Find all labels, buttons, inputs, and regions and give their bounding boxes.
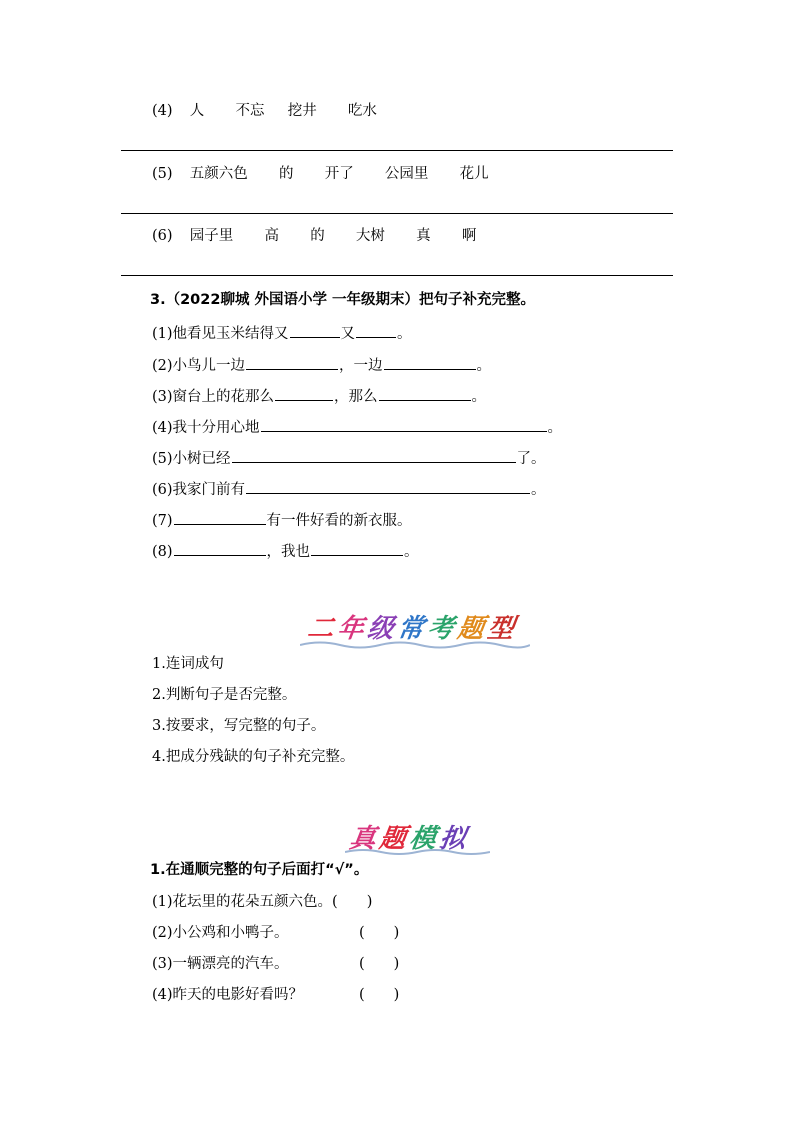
type-item-2: 2.判断句子是否完整。 — [152, 687, 297, 703]
heading-char: 级 — [365, 614, 400, 644]
item-text: 。 — [531, 482, 546, 498]
item-text: 。 — [476, 358, 492, 374]
heading-char: 考 — [425, 614, 460, 644]
item-text: (8) — [152, 544, 173, 560]
answer-line[interactable] — [121, 213, 673, 214]
word: 大树 — [355, 228, 385, 244]
q1-item-3 — [152, 954, 399, 974]
answer-parentheses[interactable]: ( ) — [359, 925, 400, 941]
item-text: 了。 — [516, 451, 546, 467]
item-text: (5)小树已经 — [152, 451, 231, 467]
word: 人 — [189, 103, 205, 119]
item-text: 。 — [471, 389, 487, 405]
item-text: (1)他看见玉米结得又 — [152, 326, 289, 342]
item-text: 有一件好看的新衣服。 — [266, 513, 412, 529]
fill-blank[interactable] — [246, 478, 530, 494]
item-text: (2)小鸟儿一边 — [152, 358, 246, 374]
heading-char: 二 — [305, 614, 340, 644]
heading-char: 常 — [395, 614, 430, 644]
fill-blank[interactable] — [311, 540, 403, 556]
item-text: 又 — [340, 326, 356, 342]
item-text: (1)花坛里的花朵五颜六色。 — [152, 894, 333, 910]
answer-parentheses[interactable]: ( ) — [332, 894, 373, 910]
heading-char: 真 — [347, 824, 382, 854]
type-item-3: 3.按要求，写完整的句子。 — [152, 718, 326, 734]
item-text: (2)小公鸡和小鸭子。 — [152, 925, 289, 941]
item-number: (4) — [152, 103, 173, 119]
item-text: 。 — [397, 326, 412, 342]
word: 啊 — [461, 228, 477, 244]
fill-blank[interactable] — [261, 416, 547, 432]
item-text: (4)昨天的电影好看吗？ — [152, 987, 304, 1003]
word: 园子里 — [189, 228, 234, 244]
q3-item-2 — [152, 354, 491, 376]
item-text: (6)我家门前有 — [152, 482, 246, 498]
type-item-1: 1.连词成句 — [152, 656, 224, 672]
q3-item-1 — [152, 322, 412, 344]
word: 挖井 — [287, 103, 317, 119]
item-text: ，我也 — [266, 544, 311, 560]
item-text: ，一边 — [339, 358, 383, 374]
item-text: 。 — [404, 544, 419, 560]
q3-item-6 — [152, 478, 546, 500]
item-number: (5) — [152, 166, 173, 182]
ordering-item-5 — [152, 164, 489, 184]
word: 花儿 — [459, 166, 489, 182]
q3-item-5 — [152, 447, 546, 469]
word: 真 — [416, 228, 431, 244]
word: 公园里 — [384, 166, 429, 182]
answer-parentheses[interactable]: ( ) — [359, 987, 400, 1003]
item-text: (7) — [152, 513, 173, 529]
heading-char: 拟 — [437, 824, 472, 854]
question-3-title: 3.（2022聊城 外国语小学 一年级期末）把句子补充完整。 — [150, 292, 536, 308]
heading-char: 模 — [407, 824, 442, 854]
fill-blank[interactable] — [246, 354, 338, 370]
word: 吃水 — [347, 103, 377, 119]
word: 的 — [310, 228, 325, 244]
question-1-title: 1.在通顺完整的句子后面打“√”。 — [150, 862, 369, 878]
word: 开了 — [324, 166, 354, 182]
heading-char: 题 — [455, 614, 490, 644]
item-text: 。 — [547, 420, 563, 436]
word: 五颜六色 — [189, 166, 248, 182]
fill-blank[interactable] — [174, 540, 266, 556]
type-item-4: 4.把成分残缺的句子补充完整。 — [152, 749, 355, 765]
q3-item-7 — [152, 509, 412, 531]
ordering-item-4 — [152, 101, 377, 121]
word: 高 — [264, 228, 279, 244]
item-text: (3)一辆漂亮的汽车。 — [152, 956, 289, 972]
heading-char: 年 — [335, 614, 370, 644]
item-number: (6) — [152, 228, 173, 244]
q3-item-4 — [152, 416, 562, 438]
answer-line[interactable] — [121, 150, 673, 151]
q1-item-2 — [152, 923, 399, 943]
fill-blank[interactable] — [384, 354, 476, 370]
item-text: (4)我十分用心地 — [152, 420, 260, 436]
q1-item-1 — [152, 892, 372, 912]
q3-item-3 — [152, 385, 486, 407]
answer-parentheses[interactable]: ( ) — [359, 956, 400, 972]
item-text: ，那么 — [334, 389, 378, 405]
answer-line[interactable] — [121, 275, 673, 276]
q1-item-4 — [152, 985, 399, 1005]
heading-char: 型 — [485, 614, 520, 644]
fill-blank[interactable] — [379, 385, 471, 401]
heading-wave-decoration — [300, 640, 530, 650]
ordering-item-6 — [152, 226, 476, 246]
item-text: (3)窗台上的花那么 — [152, 389, 275, 405]
fill-blank[interactable] — [356, 322, 396, 338]
heading-char: 题 — [377, 824, 412, 854]
fill-blank[interactable] — [275, 385, 333, 401]
fill-blank[interactable] — [290, 322, 340, 338]
fill-blank[interactable] — [232, 447, 516, 463]
word: 的 — [278, 166, 294, 182]
q3-item-8 — [152, 540, 419, 562]
fill-blank[interactable] — [174, 509, 266, 525]
heading-wave-decoration — [345, 848, 490, 856]
word: 不忘 — [235, 103, 265, 119]
